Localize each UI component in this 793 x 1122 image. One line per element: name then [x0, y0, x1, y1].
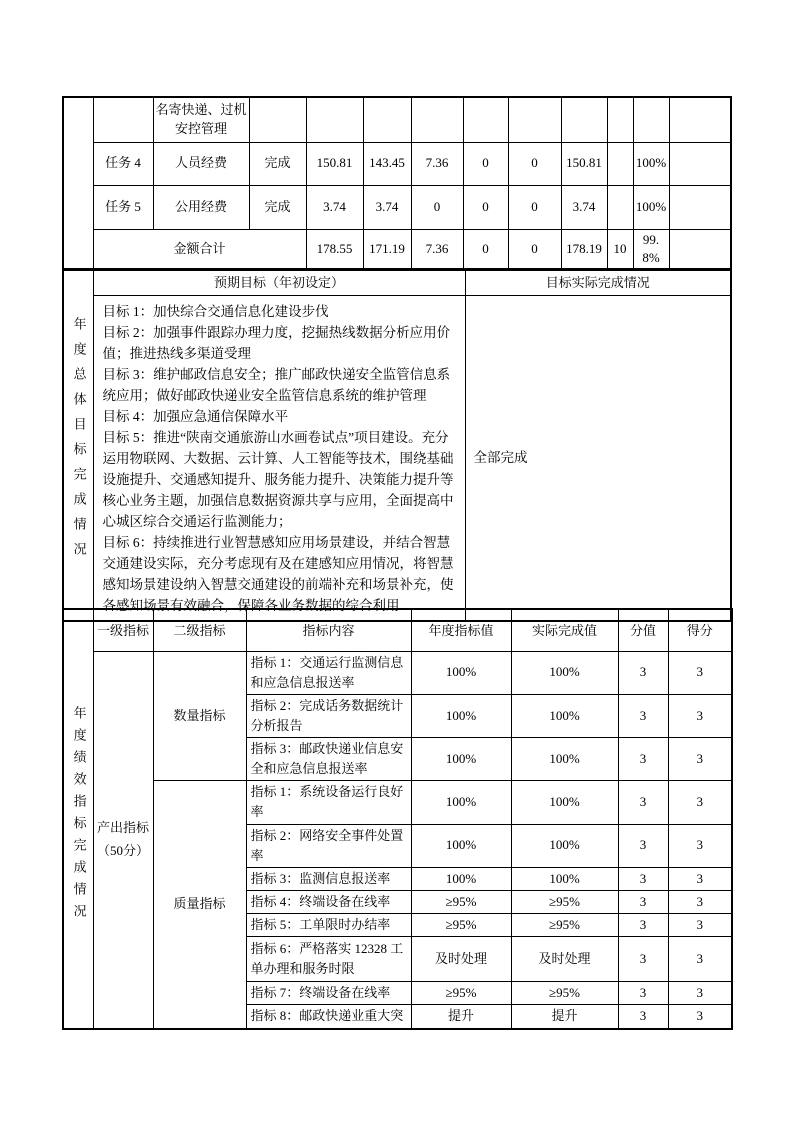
cell-total-value: 178.55 [306, 229, 363, 270]
column-header-content: 指标内容 [246, 609, 411, 651]
indicator-score: 3 [618, 824, 668, 867]
indicator-target: 提升 [411, 1005, 511, 1029]
indicator-actual: 提升 [511, 1005, 618, 1029]
indicator-target: 100% [411, 694, 511, 737]
column-header-level2: 二级指标 [153, 609, 246, 651]
cell-total-value: 0 [463, 229, 508, 270]
indicator-score: 3 [618, 738, 668, 781]
indicator-target: 及时处理 [411, 937, 511, 982]
cell-task-no: 任务 4 [93, 142, 153, 185]
section-label-performance [63, 609, 93, 1029]
cell-value [463, 97, 508, 142]
indicator-got: 3 [668, 694, 732, 737]
cell-total-value: 178.19 [561, 229, 607, 270]
cell-value [607, 142, 633, 185]
cell-total-value: 99.8% [633, 229, 669, 270]
indicator-score: 3 [618, 1005, 668, 1029]
column-header-score: 分值 [618, 609, 668, 651]
goal-item: 目标 5：推进“陕南交通旅游山水画卷试点”项目建设。充分运用物联网、大数据、云计算、人工智能等技术，围绕基础设施提升、交通感知提升、服务能力提升、决策能力提升等核心业务主题，加强信息数据资源共享与应用，全面提高中心城区综合交通运行监测能力； [102, 429, 454, 529]
table-row [63, 97, 731, 142]
table-row [63, 142, 731, 185]
indicator-actual: ≥95% [511, 891, 618, 914]
level2-quantity-cell: 数量指标 [153, 651, 246, 781]
indicator-actual: 100% [511, 824, 618, 867]
column-header-target: 年度指标值 [411, 609, 511, 651]
indicator-actual: 100% [511, 651, 618, 694]
cell-task-no: 任务 5 [93, 185, 153, 229]
section-label-empty [63, 97, 93, 270]
indicator-content: 指标 7：终端设备在线率 [246, 982, 411, 1005]
indicator-actual: 100% [511, 867, 618, 890]
column-header-actual-completion: 目标实际完成情况 [465, 269, 731, 295]
indicator-got: 3 [668, 824, 732, 867]
goal-item: 目标 3：维护邮政信息安全；推广邮政快递安全监管信息系统应用；做好邮政快递业安全监管信息系统的维护管理 [102, 366, 451, 403]
section-label-text: 年度总体目标完成情况 [71, 316, 87, 567]
indicator-target: ≥95% [411, 982, 511, 1005]
table-row [63, 295, 731, 621]
cell-value [363, 97, 411, 142]
annual-goals-table [62, 268, 732, 622]
cell-value [508, 97, 561, 142]
section-label-text: 年度绩效指标完成情况 [71, 705, 87, 926]
indicator-got: 3 [668, 891, 732, 914]
cell-status: 完成 [249, 185, 306, 229]
indicator-content: 指标 3：监测信息报送率 [246, 867, 411, 890]
indicator-content: 指标 4：终端设备在线率 [246, 891, 411, 914]
indicator-row [63, 651, 732, 694]
cell-total-value: 171.19 [363, 229, 411, 270]
indicator-score: 3 [618, 891, 668, 914]
indicator-score: 3 [618, 867, 668, 890]
indicator-content: 指标 1：系统设备运行良好率 [246, 781, 411, 824]
column-header-expected-goals: 预期目标（年初设定） [93, 269, 465, 295]
cell-value [669, 97, 731, 142]
indicator-content: 指标 8：邮政快递业重大突 [246, 1005, 411, 1029]
cell-value: 0 [508, 142, 561, 185]
indicator-content: 指标 6：严格落实 12328 工单办理和服务时限 [246, 937, 411, 982]
cell-value: 100% [633, 142, 669, 185]
indicator-got: 3 [668, 738, 732, 781]
cell-value: 3.74 [363, 185, 411, 229]
indicator-content: 指标 2：完成话务数据统计分析报告 [246, 694, 411, 737]
indicator-actual: 100% [511, 781, 618, 824]
column-header-level1: 一级指标 [93, 609, 153, 651]
cell-status: 完成 [249, 142, 306, 185]
cell-total-value: 10 [607, 229, 633, 270]
funding-table [62, 96, 732, 271]
section-label-annual-goals [63, 269, 93, 621]
cell-task-item: 公用经费 [153, 185, 249, 229]
column-header-got: 得分 [668, 609, 732, 651]
cell-value [669, 142, 731, 185]
indicator-target: 100% [411, 867, 511, 890]
indicator-target: ≥95% [411, 891, 511, 914]
cell-value: 143.45 [363, 142, 411, 185]
indicator-got: 3 [668, 914, 732, 937]
cell-value [607, 97, 633, 142]
indicator-content: 指标 5：工单限时办结率 [246, 914, 411, 937]
cell-value [411, 97, 463, 142]
indicator-score: 3 [618, 937, 668, 982]
indicator-got: 3 [668, 781, 732, 824]
cell-task-item: 人员经费 [153, 142, 249, 185]
cell-total-value: 7.36 [411, 229, 463, 270]
cell-total-value: 0 [508, 229, 561, 270]
indicator-score: 3 [618, 694, 668, 737]
indicator-score: 3 [618, 982, 668, 1005]
level1-indicator-cell: 产出指标（50分） [93, 651, 153, 1029]
cell-value [669, 185, 731, 229]
cell-total-value [669, 229, 731, 270]
indicator-actual: 及时处理 [511, 937, 618, 982]
indicator-got: 3 [668, 651, 732, 694]
indicator-content: 指标 3：邮政快递业信息安全和应急信息报送率 [246, 738, 411, 781]
total-label: 金额合计 [93, 229, 306, 270]
cell-value: 3.74 [561, 185, 607, 229]
cell-value [561, 97, 607, 142]
level2-quality-cell: 质量指标 [153, 781, 246, 1029]
cell-value: 0 [411, 185, 463, 229]
expected-goals-cell [93, 295, 465, 621]
cell-task-no [93, 97, 153, 142]
indicator-target: 100% [411, 824, 511, 867]
cell-value: 3.74 [306, 185, 363, 229]
total-row [63, 229, 731, 270]
indicator-target: ≥95% [411, 914, 511, 937]
indicator-actual: 100% [511, 738, 618, 781]
cell-value: 7.36 [411, 142, 463, 185]
header-row [63, 609, 732, 651]
indicator-score: 3 [618, 914, 668, 937]
cell-task-item: 名寄快递、过机安控管理 [153, 97, 249, 142]
cell-value [633, 97, 669, 142]
cell-value [306, 97, 363, 142]
goal-item: 目标 4：加强应急通信保障水平 [102, 408, 289, 424]
indicator-content: 指标 1：交通运行监测信息和应急信息报送率 [246, 651, 411, 694]
goal-item: 目标 6：持续推进行业智慧感知应用场景建设，并结合智慧交通建设实际，充分考虑现有及在建感知应用情况，将智慧感知场景建设纳入智慧交通建设的前端补充和场景补充，使各感知场景有效融合，保障各业务数据的综合利用 [102, 534, 454, 613]
goal-item: 目标 1：加快综合交通信息化建设步伐 [102, 303, 329, 319]
column-header-actual: 实际完成值 [511, 609, 618, 651]
indicator-got: 3 [668, 1005, 732, 1029]
cell-value: 0 [508, 185, 561, 229]
cell-status [249, 97, 306, 142]
indicator-target: 100% [411, 781, 511, 824]
indicator-target: 100% [411, 651, 511, 694]
indicator-score: 3 [618, 781, 668, 824]
indicator-got: 3 [668, 867, 732, 890]
table-row [63, 269, 731, 295]
actual-completion-cell: 全部完成 [465, 295, 731, 621]
cell-value: 0 [463, 142, 508, 185]
indicator-actual: 100% [511, 694, 618, 737]
cell-value: 0 [463, 185, 508, 229]
cell-value [607, 185, 633, 229]
cell-value: 150.81 [561, 142, 607, 185]
indicator-actual: ≥95% [511, 982, 618, 1005]
cell-value: 100% [633, 185, 669, 229]
table-row [63, 185, 731, 229]
indicator-target: 100% [411, 738, 511, 781]
indicator-row [63, 781, 732, 824]
indicator-got: 3 [668, 982, 732, 1005]
cell-value: 150.81 [306, 142, 363, 185]
indicator-score: 3 [618, 651, 668, 694]
performance-indicators-table [62, 608, 733, 1030]
indicator-actual: ≥95% [511, 914, 618, 937]
goal-item: 目标 2：加强事件跟踪办理力度，挖掘热线数据分析应用价值；推进热线多渠道受理 [102, 324, 451, 361]
indicator-got: 3 [668, 937, 732, 982]
indicator-content: 指标 2：网络安全事件处置率 [246, 824, 411, 867]
